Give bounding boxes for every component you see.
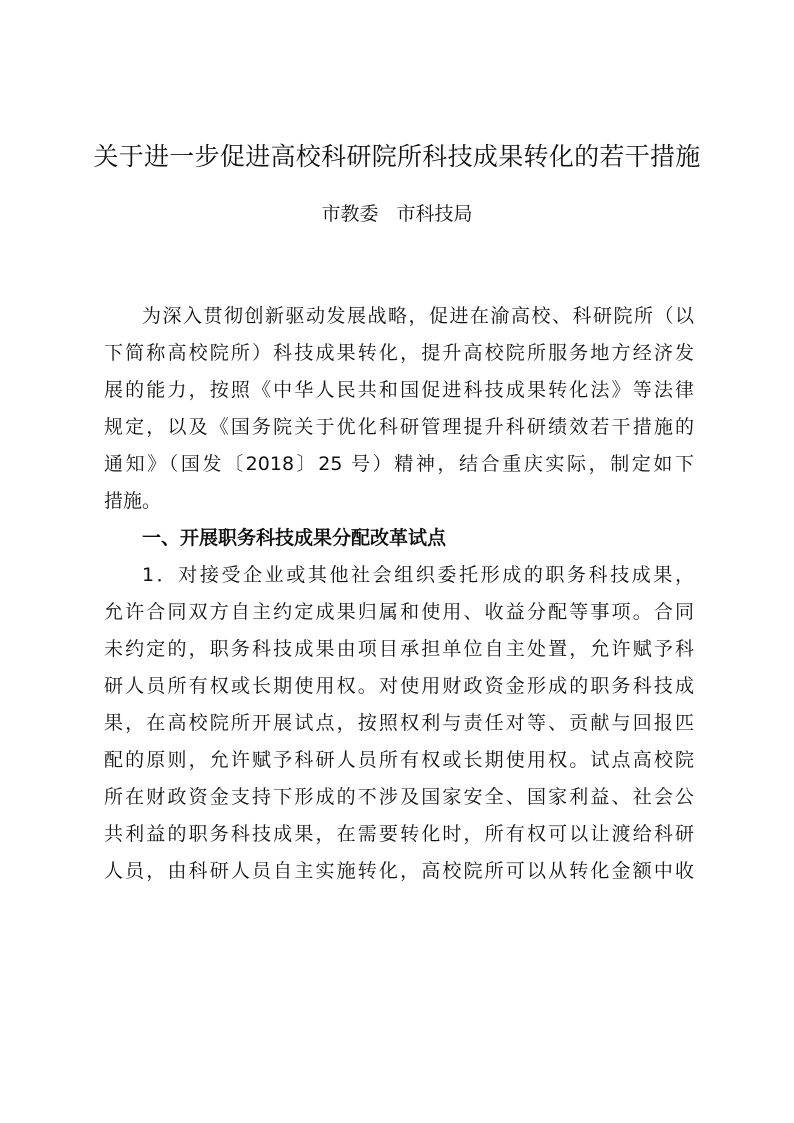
document-body bbox=[104, 298, 694, 890]
paragraph-line: 下简称高校院所）科技成果转化，提升高校院所服务地方经济发 bbox=[104, 342, 694, 364]
document-authors: 市教委 市科技局 bbox=[321, 203, 473, 225]
item-1-paragraph bbox=[104, 557, 694, 890]
intro-paragraph bbox=[104, 298, 694, 520]
paragraph-line: 1．对接受企业或其他社会组织委托形成的职务科技成果， bbox=[142, 564, 694, 586]
paragraph-line: 未约定的，职务科技成果由项目承担单位自主处置，允许赋予科 bbox=[104, 638, 694, 660]
paragraph-line: 为深入贯彻创新驱动发展战略，促进在渝高校、科研院所（以 bbox=[142, 305, 694, 327]
paragraph-line: 人员，由科研人员自主实施转化，高校院所可以从转化金额中收 bbox=[104, 860, 694, 882]
paragraph-line: 展的能力，按照《中华人民共和国促进科技成果转化法》等法律 bbox=[104, 379, 694, 401]
paragraph-line: 共利益的职务科技成果，在需要转化时，所有权可以让渡给科研 bbox=[104, 823, 694, 845]
section-heading: 一、开展职务科技成果分配改革试点 bbox=[142, 527, 447, 549]
paragraph-line: 果，在高校院所开展试点，按照权利与责任对等、贡献与回报匹 bbox=[104, 712, 694, 734]
paragraph-line: 研人员所有权或长期使用权。对使用财政资金形成的职务科技成 bbox=[104, 675, 694, 697]
paragraph-line: 规定，以及《国务院关于优化科研管理提升科研绩效若干措施的 bbox=[104, 416, 694, 438]
paragraph-line: 配的原则，允许赋予科研人员所有权或长期使用权。试点高校院 bbox=[104, 749, 694, 771]
paragraph-line: 所在财政资金支持下形成的不涉及国家安全、国家利益、社会公 bbox=[104, 786, 694, 808]
paragraph-line: 允许合同双方自主约定成果归属和使用、收益分配等事项。合同 bbox=[104, 601, 694, 623]
paragraph-line: 措施。 bbox=[104, 490, 162, 512]
paragraph-line: 通知》（国发〔2018〕25 号）精神，结合重庆实际，制定如下 bbox=[104, 453, 694, 475]
document-title: 关于进一步促进高校科研院所科技成果转化的若干措施 bbox=[93, 142, 701, 171]
